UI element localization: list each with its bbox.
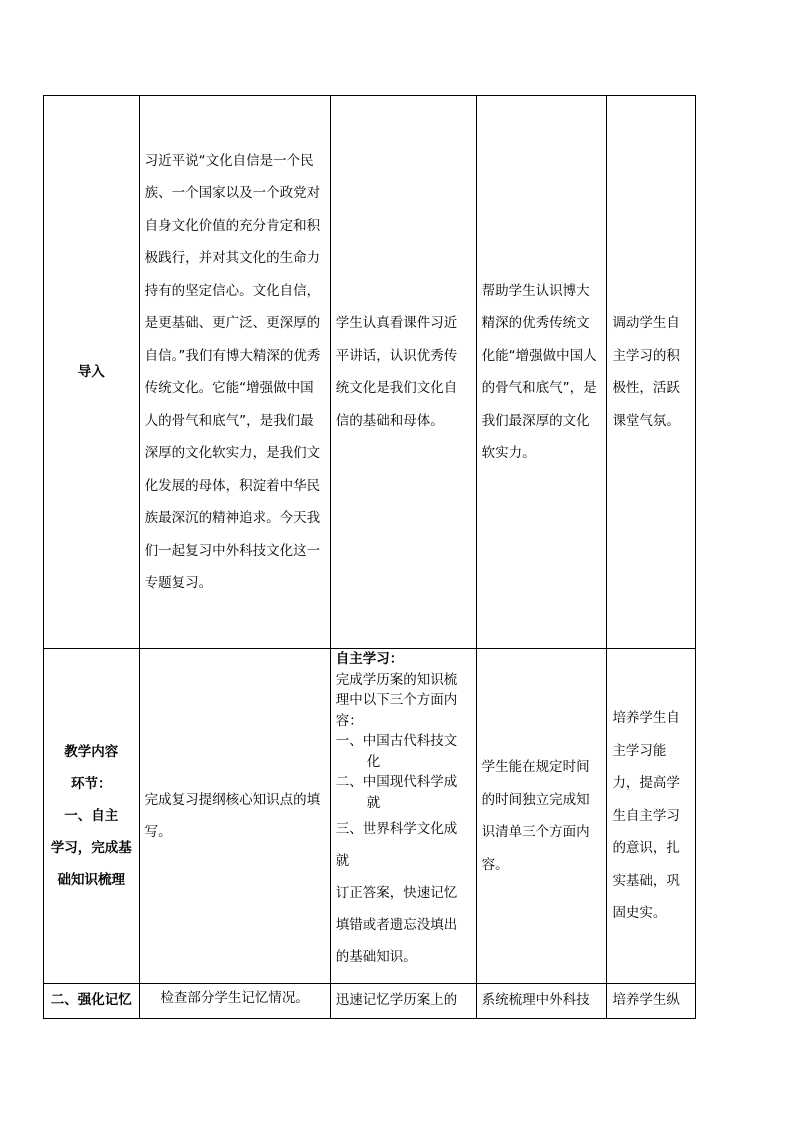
student-activity-extra [331,813,476,973]
student-activity-block [331,649,476,813]
effect-text: 帮助学生认识博大精深的优秀传统文化能“增强做中国人的骨气和底气”，是我们最深厚的文化软实力。 [481,282,597,461]
teacher-activity-cell [139,96,330,649]
effect-text: 系统梳理中外科技 [481,992,590,1008]
effect-cell [476,96,607,649]
student-activity-intro: 完成学历案的知识梳理中以下三个方面内容： [335,671,458,729]
table-row-self-study [44,649,696,984]
stage-label: 二、强化记忆 [50,992,132,1008]
teacher-activity-text: 检查部分学生记忆情况。 [160,990,309,1006]
intent-cell [607,96,696,649]
teacher-activity-cell [139,649,330,984]
teacher-activity-cell [139,984,330,1019]
student-activity-cell [330,984,476,1019]
teacher-activity-text: 习近平说“文化自信是一个民族、一个国家以及一个政党对自身文化价值的充分肯定和积极践行，并对其文化的生命力持有的坚定信心。文化自信，是更基础、更广泛、更深厚的自信。”我们有博大精深的优秀传统文化。它能“增强做中国人的骨气和底气”，是我们最深厚的文化软实力，是我们文化发展的母体，积淀着中华民族最深沉的精神追求。今天我们一起复习中外科技文化这一专题复习。 [144,152,321,591]
effect-text: 学生能在规定时间的时间独立完成知识清单三个方面内容。 [481,759,590,873]
intent-cell [607,984,696,1019]
stage-label: 导入 [77,364,105,380]
list-item: 一、中国古代科技文化 [335,733,458,770]
stage-line: 础知识梳理 [57,872,126,888]
stage-line: 环节： [71,776,112,792]
student-activity-heading: 自主学习： [335,651,404,667]
student-activity-text: 迅速记忆学历案上的 [335,992,458,1008]
student-activity-cell [330,649,476,984]
student-activity-tail: 订正答案，快速记忆填错或者遗忘没填出的基础知识。 [335,885,458,965]
stage-cell [44,96,140,649]
stage-cell [44,984,140,1019]
stage-line: 一、自主 [64,808,119,824]
student-activity-cell [330,96,476,649]
list-item: 二、中国现代科学成就 [335,774,458,811]
effect-cell [476,984,607,1019]
effect-cell [476,649,607,984]
list-item: 三、世界科学文化成就 [335,821,458,869]
intent-text: 培养学生自主学习能力，提高学生自主学习的意识，扎实基础，巩固史实。 [612,710,680,922]
lesson-plan-table [43,95,696,1019]
teacher-activity-text: 完成复习提纲核心知识点的填写。 [144,791,321,840]
stage-label [44,736,139,896]
intent-cell [607,649,696,984]
stage-line: 学习，完成基 [50,840,132,856]
table-row-intro [44,96,696,649]
intent-text: 调动学生自主学习的积极性，活跃课堂气氛。 [612,315,680,429]
intent-text: 培养学生纵 [612,992,680,1008]
table-row-memory [44,984,696,1019]
stage-cell [44,649,140,984]
stage-line: 教学内容 [64,744,119,760]
student-activity-text: 学生认真看课件习近平讲话，认识优秀传统文化是我们文化自信的基础和母体。 [335,315,458,429]
